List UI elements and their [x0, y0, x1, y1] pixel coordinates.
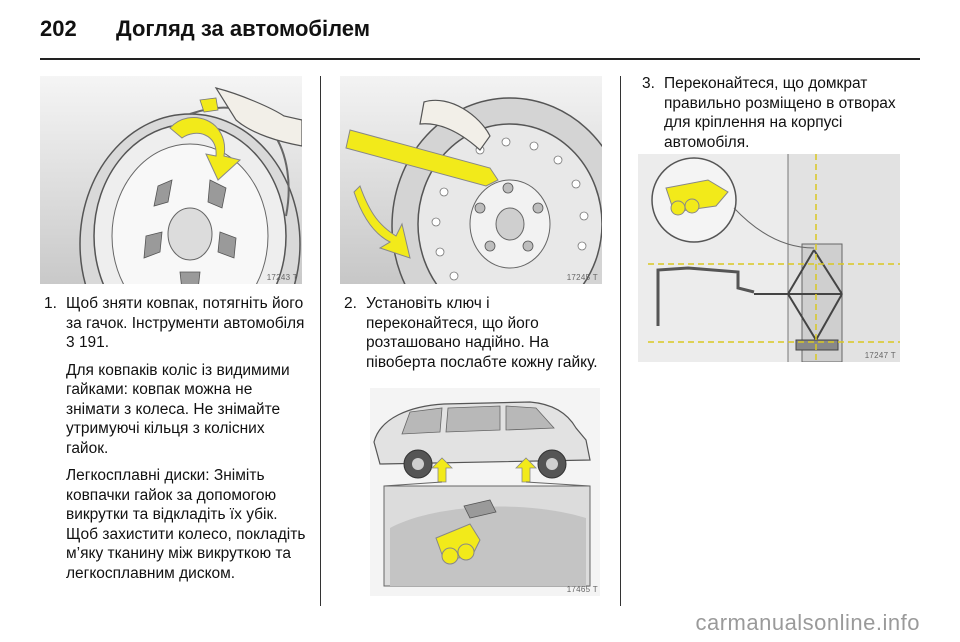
- column-divider-right: [620, 76, 621, 606]
- column-divider-left: [320, 76, 321, 606]
- alloy-wheels-note: Легкосплавні диски: Зніміть ковпачки гайок за допомогою викрутки та відкладіть їх убік. Щоб захистити колесо, покладіть м’яку тканину між викруткою та легкосплавним диском.: [66, 467, 306, 582]
- figure-code: 17245 T: [566, 273, 598, 282]
- car-jack-points-illustration: [340, 388, 602, 596]
- step-number: 1.: [44, 295, 57, 312]
- step-number: 2.: [344, 295, 357, 312]
- header-divider: [40, 58, 920, 60]
- column-2-text: [344, 294, 600, 380]
- step-3-text: Переконайтеся, що домкрат правильно розміщено в отворах для кріплення на корпусі автомобіля.: [664, 75, 896, 151]
- step-2-text: Установіть ключ і переконайтеся, що його розташовано надійно. На півоберта послабте кожну гайку.: [366, 295, 598, 371]
- page-ref-icon[interactable]: 3: [66, 334, 75, 351]
- page-title: Догляд за автомобілем: [116, 16, 371, 41]
- figure-code: 17247 T: [864, 351, 896, 360]
- hubcap-removal-illustration: [40, 76, 302, 284]
- page-header: [40, 12, 920, 52]
- page-ref-link[interactable]: 191.: [78, 334, 110, 351]
- watermark: carmanualsonline.info: [695, 610, 920, 635]
- step-number: 3.: [642, 75, 655, 92]
- hubcap-visible-nuts-note: Для ковпаків коліс із видимими гайками: ковпак можна не знімати з колеса. Не знімайте утримуючі кільця з колісних гайок.: [66, 361, 290, 457]
- step-2: [344, 294, 600, 372]
- column-3-text: [642, 74, 904, 160]
- step-1-text: Щоб зняти ковпак, потягніть його за гачок. Інструменти автомобіля: [66, 295, 305, 332]
- wheel-wrench-illustration: [340, 76, 602, 284]
- step-3: [642, 74, 904, 152]
- jack-position-illustration: [638, 154, 900, 362]
- page-number: 202: [40, 16, 77, 41]
- figure-code: 17243 T: [266, 273, 298, 282]
- figure-code: 17465 T: [566, 585, 598, 594]
- column-1-text: [44, 294, 306, 591]
- step-1: [44, 294, 306, 353]
